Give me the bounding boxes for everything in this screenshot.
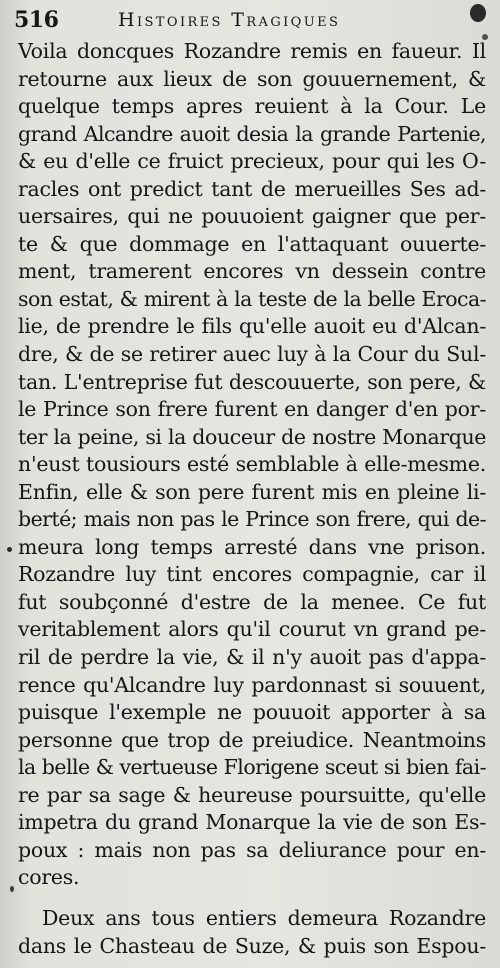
text-line: racles ont predict tant de merueilles Ses ad- — [18, 176, 486, 201]
paragraph — [18, 905, 486, 960]
text-line: personne que trop de preiudice. Neantmoins — [18, 727, 486, 752]
text-line: quelque temps apres reuient à la Cour. Le — [18, 94, 486, 119]
text-line: puisque l'exemple ne pouuoit apporter à sa — [18, 700, 486, 725]
text-line: ter la peine, si la douceur de nostre Monarque — [18, 424, 486, 449]
text-line: retourne aux lieux de son gouuernement, & — [18, 66, 486, 91]
text-line: rence qu'Alcandre luy pardonnast si souuent, — [18, 672, 486, 697]
text-line: tan. L'entreprise fut descouuerte, son pere, & — [18, 369, 486, 394]
running-title: Histoires Tragiques — [118, 9, 341, 31]
text-line: impetra du grand Monarque la vie de son Es- — [18, 810, 486, 835]
text-line: veritablement alors qu'il courut vn grand pe- — [18, 617, 486, 642]
text-line: uersaires, qui ne pouuoient gaigner que per- — [18, 204, 486, 229]
text-line: & eu d'elle ce fruict precieux, pour qui les O- — [18, 149, 486, 174]
text-line: Voila doncques Rozandre remis en faueur. Il — [18, 39, 486, 63]
text-line: poux : mais non pas sa deliurance pour en- — [18, 837, 486, 862]
ink-spot — [470, 4, 486, 22]
text-line: lie, de prendre le fils qu'elle auoit eu d'Alcan- — [18, 314, 486, 339]
text-line: cores. — [18, 865, 80, 890]
text-line: te & que dommage en l'attaquant ouuerte- — [18, 231, 486, 256]
ink-spot — [7, 547, 12, 552]
text-line: grand Alcandre auoit desia la grande Partenie, — [18, 121, 486, 146]
text-line: dre, & de se retirer auec luy à la Cour du Sul- — [18, 342, 486, 367]
paragraph — [18, 38, 486, 892]
text-line: la belle & vertueuse Florigene sceut si bien fai- — [18, 755, 486, 780]
text-line: fut soubçonné d'estre de la menee. Ce fut — [18, 589, 486, 614]
text-line: ment, tramerent encores vn dessein contre — [18, 259, 486, 284]
paragraph-gap — [18, 892, 486, 905]
text-line: Deux ans tous entiers demeura Rozandre — [42, 905, 486, 930]
text-line: Enfin, elle & son pere furent mis en pleine li- — [18, 479, 486, 504]
text-line: berté; mais non pas le Prince son frere, qui de- — [18, 507, 486, 532]
text-line: re par sa sage & heureuse poursuitte, qu'elle — [18, 782, 486, 807]
text-body — [18, 38, 486, 960]
text-line: son estat, & mirent à la teste de la belle Eroca- — [18, 286, 486, 311]
page-number: 516 — [14, 7, 59, 33]
ink-spot — [10, 886, 14, 892]
text-line: dans le Chasteau de Suze, & puis son Espou- — [18, 933, 486, 958]
text-line: le Prince son frere furent en danger d'en por- — [18, 397, 486, 422]
text-line: Rozandre luy tint encores compagnie, car il — [18, 562, 486, 587]
text-line: ril de perdre la vie, & il n'y auoit pas d'appa- — [18, 645, 486, 670]
text-line: meura long temps arresté dans vne prison. — [18, 534, 486, 559]
running-head — [14, 6, 452, 36]
text-line: n'eust tousiours esté semblable à elle-mesme. — [18, 452, 486, 477]
